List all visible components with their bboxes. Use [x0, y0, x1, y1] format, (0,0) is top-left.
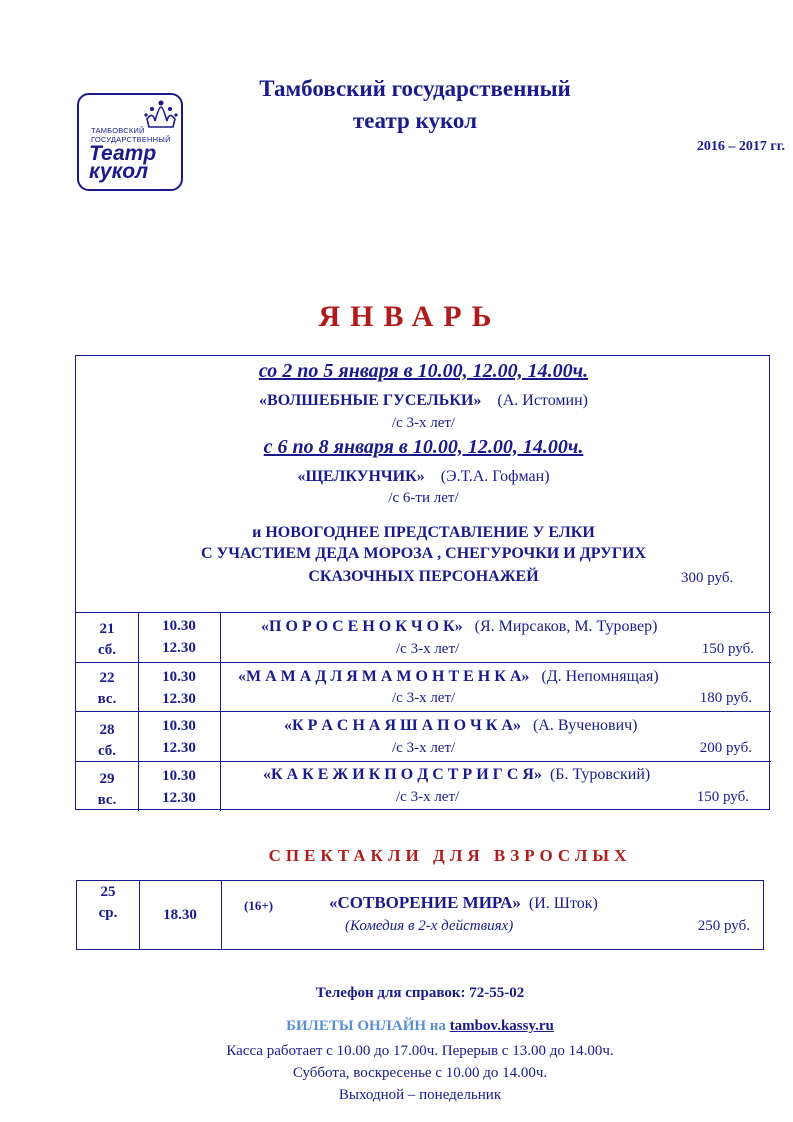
day-number: 21: [99, 621, 115, 637]
online-na: на: [429, 1018, 446, 1034]
new-year-line-1: и НОВОГОДНЕЕ ПРЕДСТАВЛЕНИЕ У ЕЛКИ: [252, 524, 595, 541]
play-title: «М А М А Д Л Я М А М О Н Т Е Н К А»: [238, 668, 530, 685]
holiday-play-2-title: «ЩЕЛКУНЧИК»: [297, 468, 425, 485]
day-number: 25: [100, 884, 116, 900]
logo-wordmark: Театр кукол: [89, 142, 157, 183]
show-time: 10.30: [162, 718, 196, 734]
schedule-table: [75, 355, 770, 810]
month-heading: ЯНВАРЬ: [318, 300, 502, 333]
theatre-title-line1: Тамбовский государственный: [259, 76, 571, 101]
holiday-play-2: [76, 468, 771, 486]
show-time: 12.30: [162, 740, 196, 756]
online-label: БИЛЕТЫ ОНЛАЙН: [286, 1018, 427, 1034]
table-row-day: [76, 668, 138, 710]
day-weekday: сб.: [97, 642, 117, 658]
play-author: (Б. Туровский): [549, 766, 651, 783]
table-row-day: [76, 720, 138, 762]
show-time: 12.30: [162, 790, 196, 806]
show-time: 10.30: [162, 768, 196, 784]
holiday-date-2: с 6 по 8 января в 10.00, 12.00, 14.00ч.: [263, 436, 584, 458]
adult-day: [77, 882, 139, 924]
online-tickets: [100, 1018, 740, 1035]
show-time: 12.30: [162, 640, 196, 656]
day-weekday: вс.: [97, 792, 117, 808]
adult-table: [76, 880, 764, 950]
day-number: 29: [99, 771, 115, 787]
weekend-hours: Суббота, воскресенье с 10.00 до 14.00ч.: [292, 1065, 548, 1081]
adult-play-author: (И. Шток): [528, 895, 598, 912]
day-number: 28: [99, 722, 115, 738]
day-off: Выходной – понедельник: [338, 1087, 502, 1103]
day-weekday: вс.: [97, 691, 117, 707]
play-age: /с 3-х лет/: [392, 690, 456, 706]
adult-time: 18.30: [163, 907, 197, 923]
day-weekday: сб.: [97, 743, 117, 759]
theatre-logo: [77, 93, 183, 191]
show-time: 10.30: [162, 669, 196, 685]
play-price: 150 руб.: [701, 641, 754, 657]
show-time: 12.30: [162, 691, 196, 707]
table-row-times: [139, 765, 219, 809]
table-row-times: [139, 666, 219, 710]
box-office-hours: Касса работает с 10.00 до 17.00ч. Перерыв с 13.00 до 14.00ч.: [226, 1043, 614, 1059]
phone-info: Телефон для справок: 72-55-02: [315, 985, 525, 1001]
theatre-title-line2: театр кукол: [352, 108, 477, 133]
holiday-price: 300 руб.: [681, 570, 734, 586]
play-title: «К А К Е Ж И К П О Д С Т Р И Г С Я»: [263, 766, 542, 783]
play-author: (А. Вученович): [532, 717, 638, 734]
play-line: [261, 618, 657, 636]
table-row-times: [139, 715, 219, 759]
new-year-line-2: С УЧАСТИЕМ ДЕДА МОРОЗА , СНЕГУРОЧКИ И ДРУГИХ: [200, 545, 646, 562]
crown-icon: [143, 99, 179, 129]
play-age: /с 3-х лет/: [396, 641, 460, 657]
play-age: /с 3-х лет/: [392, 740, 456, 756]
table-row-times: [139, 615, 219, 659]
adult-play-price: 250 руб.: [697, 918, 750, 934]
play-title: «П О Р О С Е Н О К Ч О К»: [261, 618, 463, 635]
age-rating: (16+): [244, 898, 274, 913]
play-line: [284, 717, 638, 735]
new-year-line-3: СКАЗОЧНЫХ ПЕРСОНАЖЕЙ: [308, 568, 539, 585]
play-price: 180 руб.: [699, 690, 752, 706]
holiday-play-1-age: /с 3-х лет/: [391, 415, 456, 431]
play-title: «К Р А С Н А Я Ш А П О Ч К А»: [284, 717, 521, 734]
day-weekday: ср.: [98, 905, 118, 921]
day-number: 22: [99, 670, 115, 686]
holiday-play-1: [76, 392, 771, 410]
holiday-play-2-age: /с 6-ти лет/: [388, 490, 459, 506]
play-author: (Я. Мирсаков, М. Туровер): [474, 618, 658, 635]
table-row-day: [76, 619, 138, 661]
logo-caption-text: ТАМБОВСКИЙ ГОСУДАРСТВЕННЫЙ: [91, 126, 171, 144]
adult-play-title: «СОТВОРЕНИЕ МИРА»: [329, 893, 521, 912]
holiday-date-1: со 2 по 5 января в 10.00, 12.00, 14.00ч.: [258, 360, 589, 382]
play-line: [263, 766, 650, 784]
play-age: /с 3-х лет/: [396, 789, 460, 805]
play-line: [238, 668, 659, 686]
play-price: 150 руб.: [696, 789, 749, 805]
adult-play-genre: (Комедия в 2-х действиях): [345, 918, 514, 934]
play-price: 200 руб.: [699, 740, 752, 756]
online-link[interactable]: tambov.kassy.ru: [449, 1018, 554, 1034]
adult-play-line: [329, 893, 598, 913]
holiday-play-2-author: (Э.Т.А. Гофман): [440, 468, 550, 485]
holiday-play-1-author: (А. Истомин): [497, 392, 588, 409]
table-row-day: [76, 769, 138, 811]
play-author: (Д. Непомнящая): [541, 668, 659, 685]
season-label: 2016 – 2017 гг.: [696, 139, 785, 154]
holiday-play-1-title: «ВОЛШЕБНЫЕ ГУСЕЛЬКИ»: [259, 392, 482, 409]
adult-shows-heading: СПЕКТАКЛИ ДЛЯ ВЗРОСЛЫХ: [268, 846, 632, 865]
show-time: 10.30: [162, 618, 196, 634]
